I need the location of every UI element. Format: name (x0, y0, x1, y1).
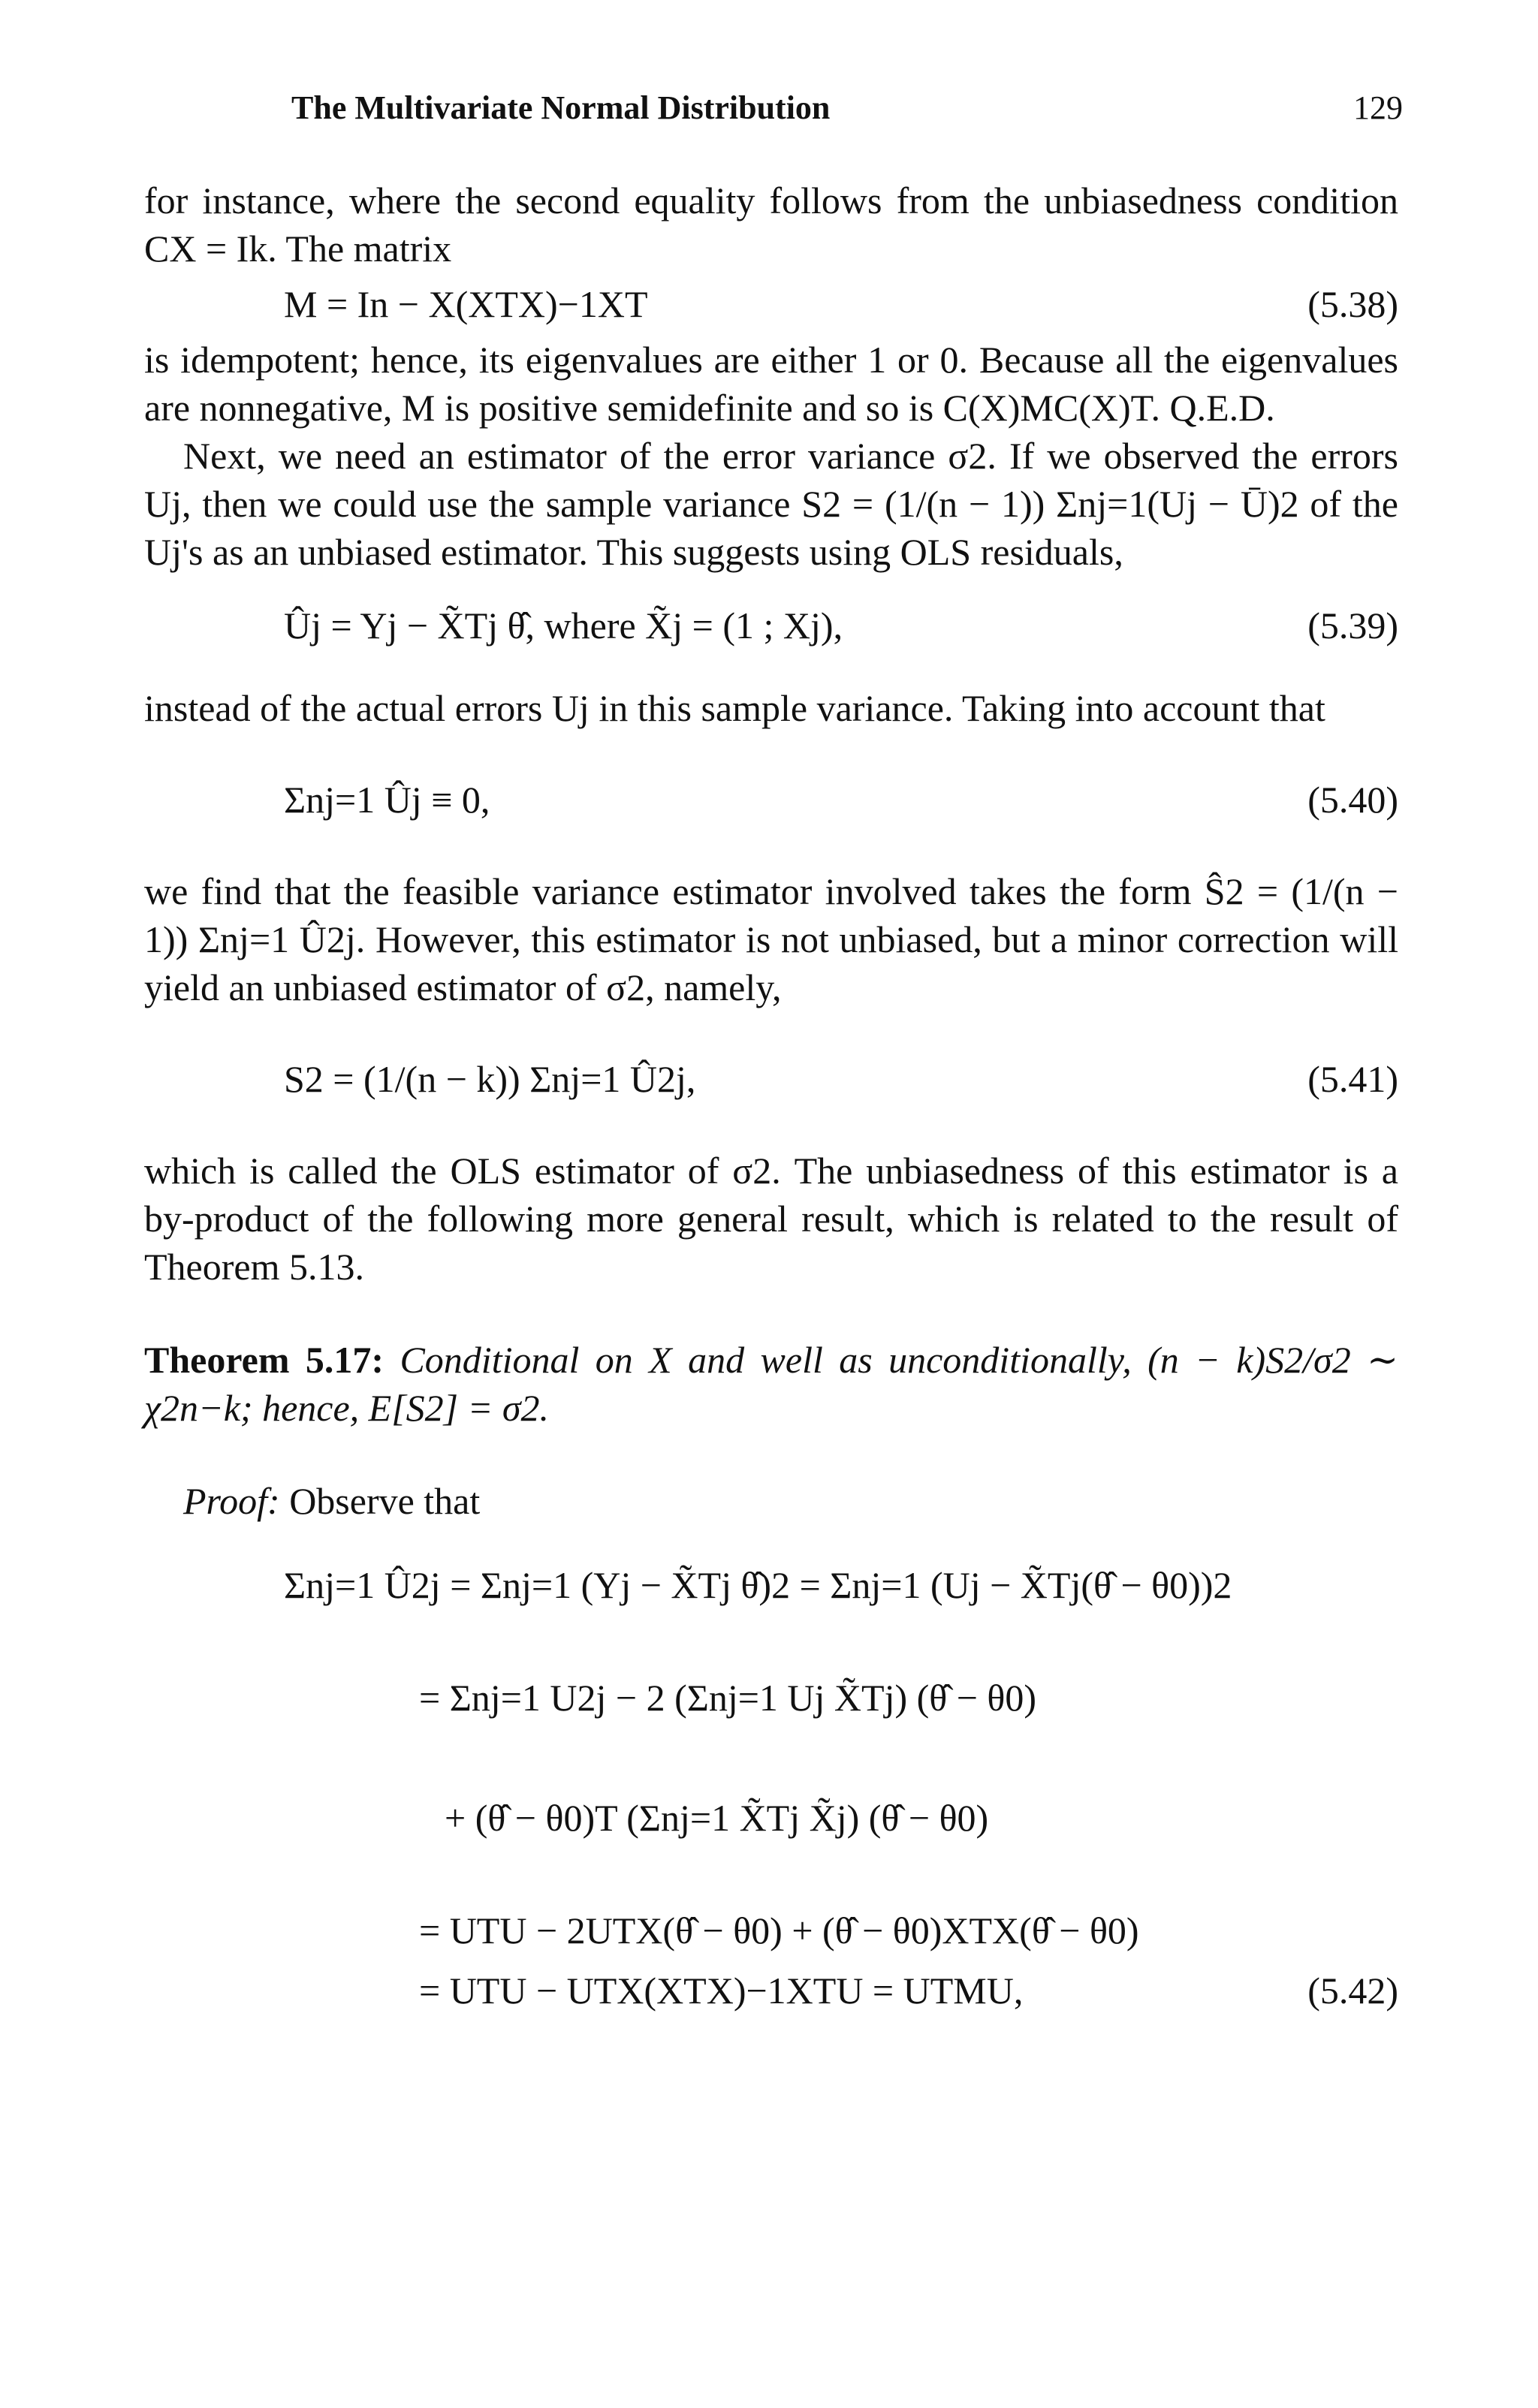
equation-5-41-body: S2 = (1/(n − k)) Σnj=1 Û2j, (284, 1058, 696, 1100)
paragraph-1: for instance, where the second equality follows from the unbiasedness condition CX = Ik. The matrix (144, 179, 1398, 270)
equation-5-40 (144, 768, 1398, 831)
theorem-statement: Conditional on X and well as unconditionally, (n − k)S2/σ2 ∼ χ2n−k; hence, E[S2] = σ2. (144, 1339, 1398, 1429)
proof-intro-text: Observe that (289, 1480, 481, 1522)
paragraph-3: Next, we need an estimator of the error variance σ2. If we observed the errors Uj, then we could use the sample variance S2 = (1/(n − 1)) Σnj=1(Uj − Ū)2 of the Uj's as an unbiased estimator. This suggests using OLS residuals, (144, 435, 1398, 573)
proof-label: Proof: (183, 1480, 280, 1522)
equation-5-38 (144, 273, 1398, 336)
theorem-label: Theorem 5.17: (144, 1339, 384, 1381)
equation-5-42-line-3: + (θ̂ − θ0)T (Σnj=1 X̃Tj X̃j) (θ̂ − θ0) (445, 1797, 989, 1839)
proof-intro (144, 1477, 1398, 1525)
paragraph-5: we find that the feasible variance estimator involved takes the form Ŝ2 = (1/(n − 1)) Σnj=1 Û2j. However, this estimator is not unbiased, but a minor correction will yield an unbiased estimator of σ2, namely, (144, 870, 1398, 1008)
equation-5-42-line-2: = Σnj=1 U2j − 2 (Σnj=1 Uj X̃Tj) (θ̂ − θ0) (419, 1677, 1037, 1719)
equation-5-40-body: Σnj=1 Ûj ≡ 0, (284, 779, 490, 821)
theorem-5-17 (144, 1336, 1398, 1432)
equation-number-5-41: (5.41) (1307, 1058, 1398, 1100)
paragraph-4: instead of the actual errors Uj in this sample variance. Taking into account that (144, 687, 1325, 729)
paragraph-2: is idempotent; hence, its eigenvalues are either 1 or 0. Because all the eigenvalues are nonnegative, M is positive semidefinite and so is C(X)MC(X)T. Q.E.D. (144, 339, 1398, 429)
equation-number-5-40: (5.40) (1307, 779, 1398, 821)
page-body (144, 176, 1398, 2132)
page-number: 129 (1353, 89, 1403, 126)
equation-number-5-39: (5.39) (1307, 604, 1398, 646)
equation-5-42-line-4: = UTU − 2UTX(θ̂ − θ0) + (θ̂ − θ0)XTX(θ̂ − θ0) (419, 1909, 1139, 1951)
paragraph-6: which is called the OLS estimator of σ2. The unbiasedness of this estimator is a by-product of the following more general result, which is related to the result of Theorem 5.13. (144, 1150, 1398, 1288)
equation-number-5-42: (5.42) (1307, 1969, 1398, 2012)
running-head: The Multivariate Normal Distribution (291, 89, 831, 126)
equation-5-39-body: Ûj = Yj − X̃Tj θ̂, where X̃j = (1 ; Xj), (284, 604, 843, 646)
equation-5-41 (144, 1047, 1398, 1111)
equation-5-42-line-5: = UTU − UTX(XTX)−1XTU = UTMU, (419, 1969, 1024, 2012)
equation-5-42-line-1: Σnj=1 Û2j = Σnj=1 (Yj − X̃Tj θ̂)2 = Σnj=1 (Uj − X̃Tj(θ̂ − θ0))2 (284, 1564, 1232, 1606)
equation-5-42 (144, 1561, 1398, 2132)
equation-5-38-body: M = In − X(XTX)−1XT (284, 283, 648, 325)
equation-number-5-38: (5.38) (1307, 283, 1398, 325)
page-header (291, 89, 1403, 134)
equation-5-39 (144, 594, 1398, 666)
